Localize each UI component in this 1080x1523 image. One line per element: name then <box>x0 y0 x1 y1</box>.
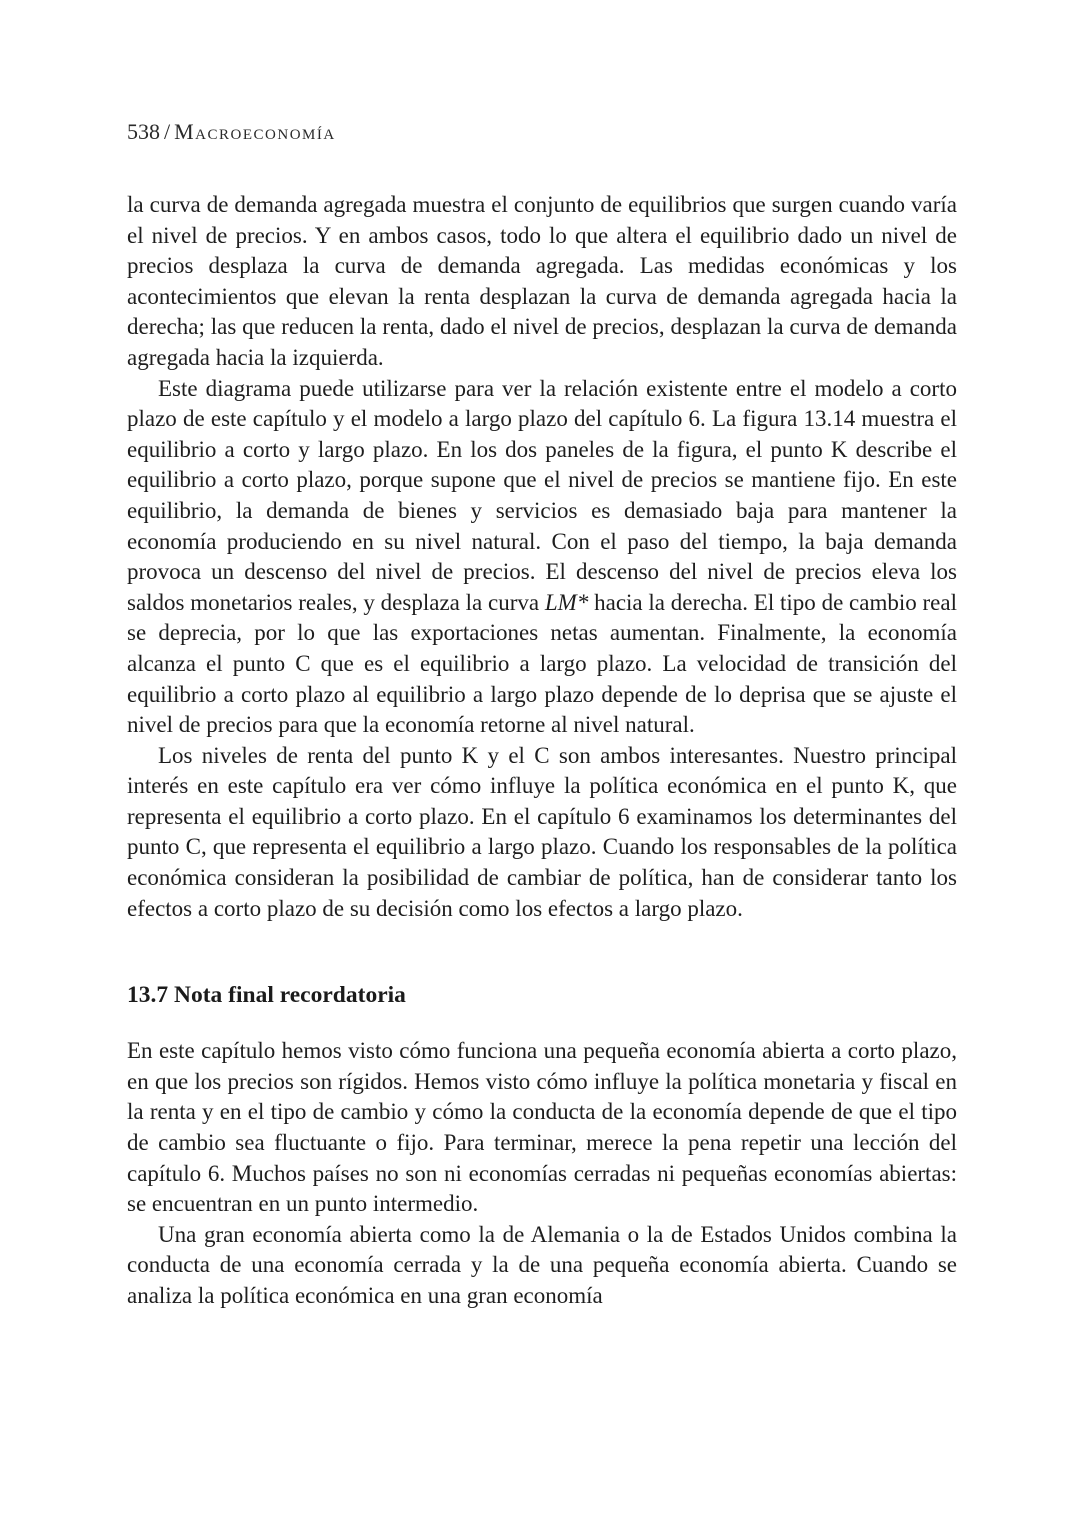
body-paragraph <box>127 1220 957 1312</box>
text-run: hacia la derecha. El tipo de cambio real se deprecia, por lo que las exportaciones netas aumentan. Finalmente, la economía alcanza el punto C que es el equilibrio a largo plazo. La velocidad de transición del equilibrio a corto plazo al equilibrio a largo plazo depende de lo deprisa que se ajuste el nivel de precios para que la economía retorne al nivel natural. <box>127 589 957 738</box>
body-paragraph <box>127 190 957 374</box>
body-paragraph <box>127 1036 957 1220</box>
text-run: En este capítulo hemos visto cómo funciona una pequeña economía abierta a corto plazo, en que los precios son rígidos. Hemos visto cómo influye la política monetaria y fiscal en la renta y en el tipo de cambio y cómo la conducta de la economía depende de que el tipo de cambio sea fluctuante o fijo. Para terminar, merece la pena repetir una lección del capítulo 6. Muchos países no son ni economías cerradas ni pequeñas economías abiertas: se encuentran en un punto intermedio. <box>127 1038 957 1217</box>
text-run: la curva de demanda agregada muestra el conjunto de equilibrios que surgen cuando varía el nivel de precios. Y en ambos casos, todo lo que altera el equilibrio dado un nivel de precios desplaza la curva de demanda agregada. Las medidas económicas y los acontecimientos que elevan la renta desplazan la curva de demanda agregada hacia la derecha; las que reducen la renta, dado el nivel de precios, desplazan la curva de demanda agregada hacia la izquierda. <box>127 192 957 370</box>
text-run: Los niveles de renta del punto K y el C son ambos interesantes. Nuestro principal interés en este capítulo era ver cómo influye la política económica en el punto K, que representa el equilibrio a corto plazo. En el capítulo 6 examinamos los determinantes del punto C, que representa el equilibrio a largo plazo. Cuando los responsables de la política económica consideran la posibilidad de cambiar de política, han de considerar tanto los efectos a corto plazo de su decisión como los efectos a largo plazo. <box>127 742 957 921</box>
section-heading: 13.7 Nota final recordatoria <box>127 982 406 1009</box>
header-separator: / <box>164 119 171 144</box>
book-title: Macroeconomía <box>174 119 336 144</box>
running-header <box>127 119 336 145</box>
text-run: Una gran economía abierta como la de Alemania o la de Estados Unidos combina la conducta de una economía cerrada y la de una pequeña economía abierta. Cuando se analiza la política económica en una gran economía <box>127 1221 957 1308</box>
body-paragraph <box>127 741 957 925</box>
italic-run: LM* <box>544 589 589 615</box>
page-body <box>127 190 957 1312</box>
page-number: 538 <box>127 119 160 144</box>
text-run: Este diagrama puede utilizarse para ver la relación existente entre el modelo a corto plazo de este capítulo y el modelo a largo plazo del capítulo 6. La figura 13.14 muestra el equilibrio a corto y largo plazo. En los dos paneles de la figura, el punto K describe el equilibrio a corto plazo, porque supone que el nivel de precios se mantiene fijo. En este equilibrio, la demanda de bienes y servicios es demasiado baja para mantener la economía produciendo en su nivel natural. Con el paso del tiempo, la baja demanda provoca un descenso del nivel de precios. El descenso del nivel de precios eleva los saldos monetarios reales, y desplaza la curva <box>127 375 957 615</box>
body-paragraph <box>127 374 957 741</box>
